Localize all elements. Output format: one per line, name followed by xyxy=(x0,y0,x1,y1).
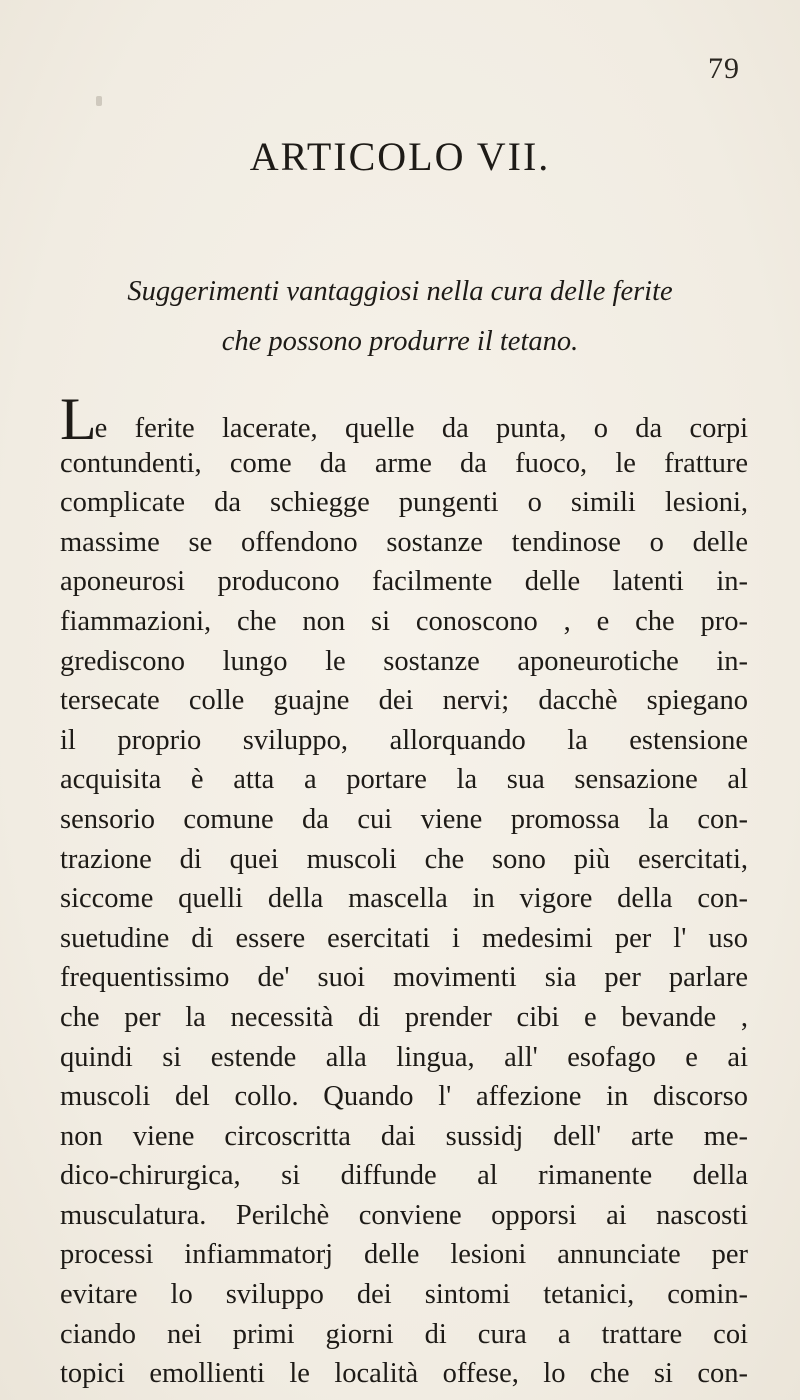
body-line: aponeurosi producono facilmente delle latenti in- xyxy=(60,566,748,598)
body-line: che per la necessità di prender cibi e bevande , xyxy=(60,1001,748,1033)
first-line-text: e ferite lacerate, quelle da punta, o da corpi xyxy=(94,413,748,444)
body-line: frequentissimo de' suoi movimenti sia per parlare xyxy=(60,962,748,994)
body-line: dico-chirurgica, si diffunde al rimanente della xyxy=(60,1160,748,1192)
body-line: massime se offendono sostanze tendinose o delle xyxy=(60,526,748,558)
page-number: 79 xyxy=(708,52,740,85)
body-line xyxy=(60,386,748,452)
body-line: ciando nei primi giorni di cura a trattare coi xyxy=(60,1318,748,1350)
body-line: sensorio comune da cui viene promossa la con- xyxy=(60,803,748,835)
body-line: il proprio sviluppo, allorquando la estensione xyxy=(60,724,748,756)
body-line: acquisita è atta a portare la sua sensazione al xyxy=(60,764,748,796)
body-line: fiammazioni, che non si conoscono , e che pro- xyxy=(60,605,748,637)
subtitle-line-1: Suggerimenti vantaggiosi nella cura delle ferite xyxy=(127,276,673,307)
paper-mark xyxy=(96,96,102,106)
body-line: siccome quelli della mascella in vigore della con- xyxy=(60,883,748,915)
body-line: processi infiammatorj delle lesioni annunciate per xyxy=(60,1239,748,1271)
article-title: ARTICOLO VII. xyxy=(249,134,551,179)
drop-cap: L xyxy=(60,386,95,452)
body-line: topici emollienti le località offese, lo che si con- xyxy=(60,1358,748,1390)
subtitle-line-2: che possono produrre il tetano. xyxy=(221,326,579,357)
body-line: grediscono lungo le sostanze aponeurotiche in- xyxy=(60,645,748,677)
body-line: quindi si estende alla lingua, all' esofago e ai xyxy=(60,1041,748,1073)
body-line: musculatura. Perilchè conviene opporsi ai nascosti xyxy=(60,1199,748,1231)
body-line: contundenti, come da arme da fuoco, le fratture xyxy=(60,447,748,479)
body-line: trazione di quei muscoli che sono più esercitati, xyxy=(60,843,748,875)
body-line: muscoli del collo. Quando l' affezione in discorso xyxy=(60,1081,748,1113)
body-line: suetudine di essere esercitati i medesimi per l' uso xyxy=(60,922,748,954)
body-line: non viene circoscritta dai sussidj dell' arte me- xyxy=(60,1120,748,1152)
body-line: tersecate colle guajne dei nervi; dacchè spiegano xyxy=(60,685,748,717)
body-line: complicate da schiegge pungenti o simili lesioni, xyxy=(60,487,748,519)
body-line: evitare lo sviluppo dei sintomi tetanici, comin- xyxy=(60,1279,748,1311)
body-paragraph xyxy=(60,386,748,1394)
